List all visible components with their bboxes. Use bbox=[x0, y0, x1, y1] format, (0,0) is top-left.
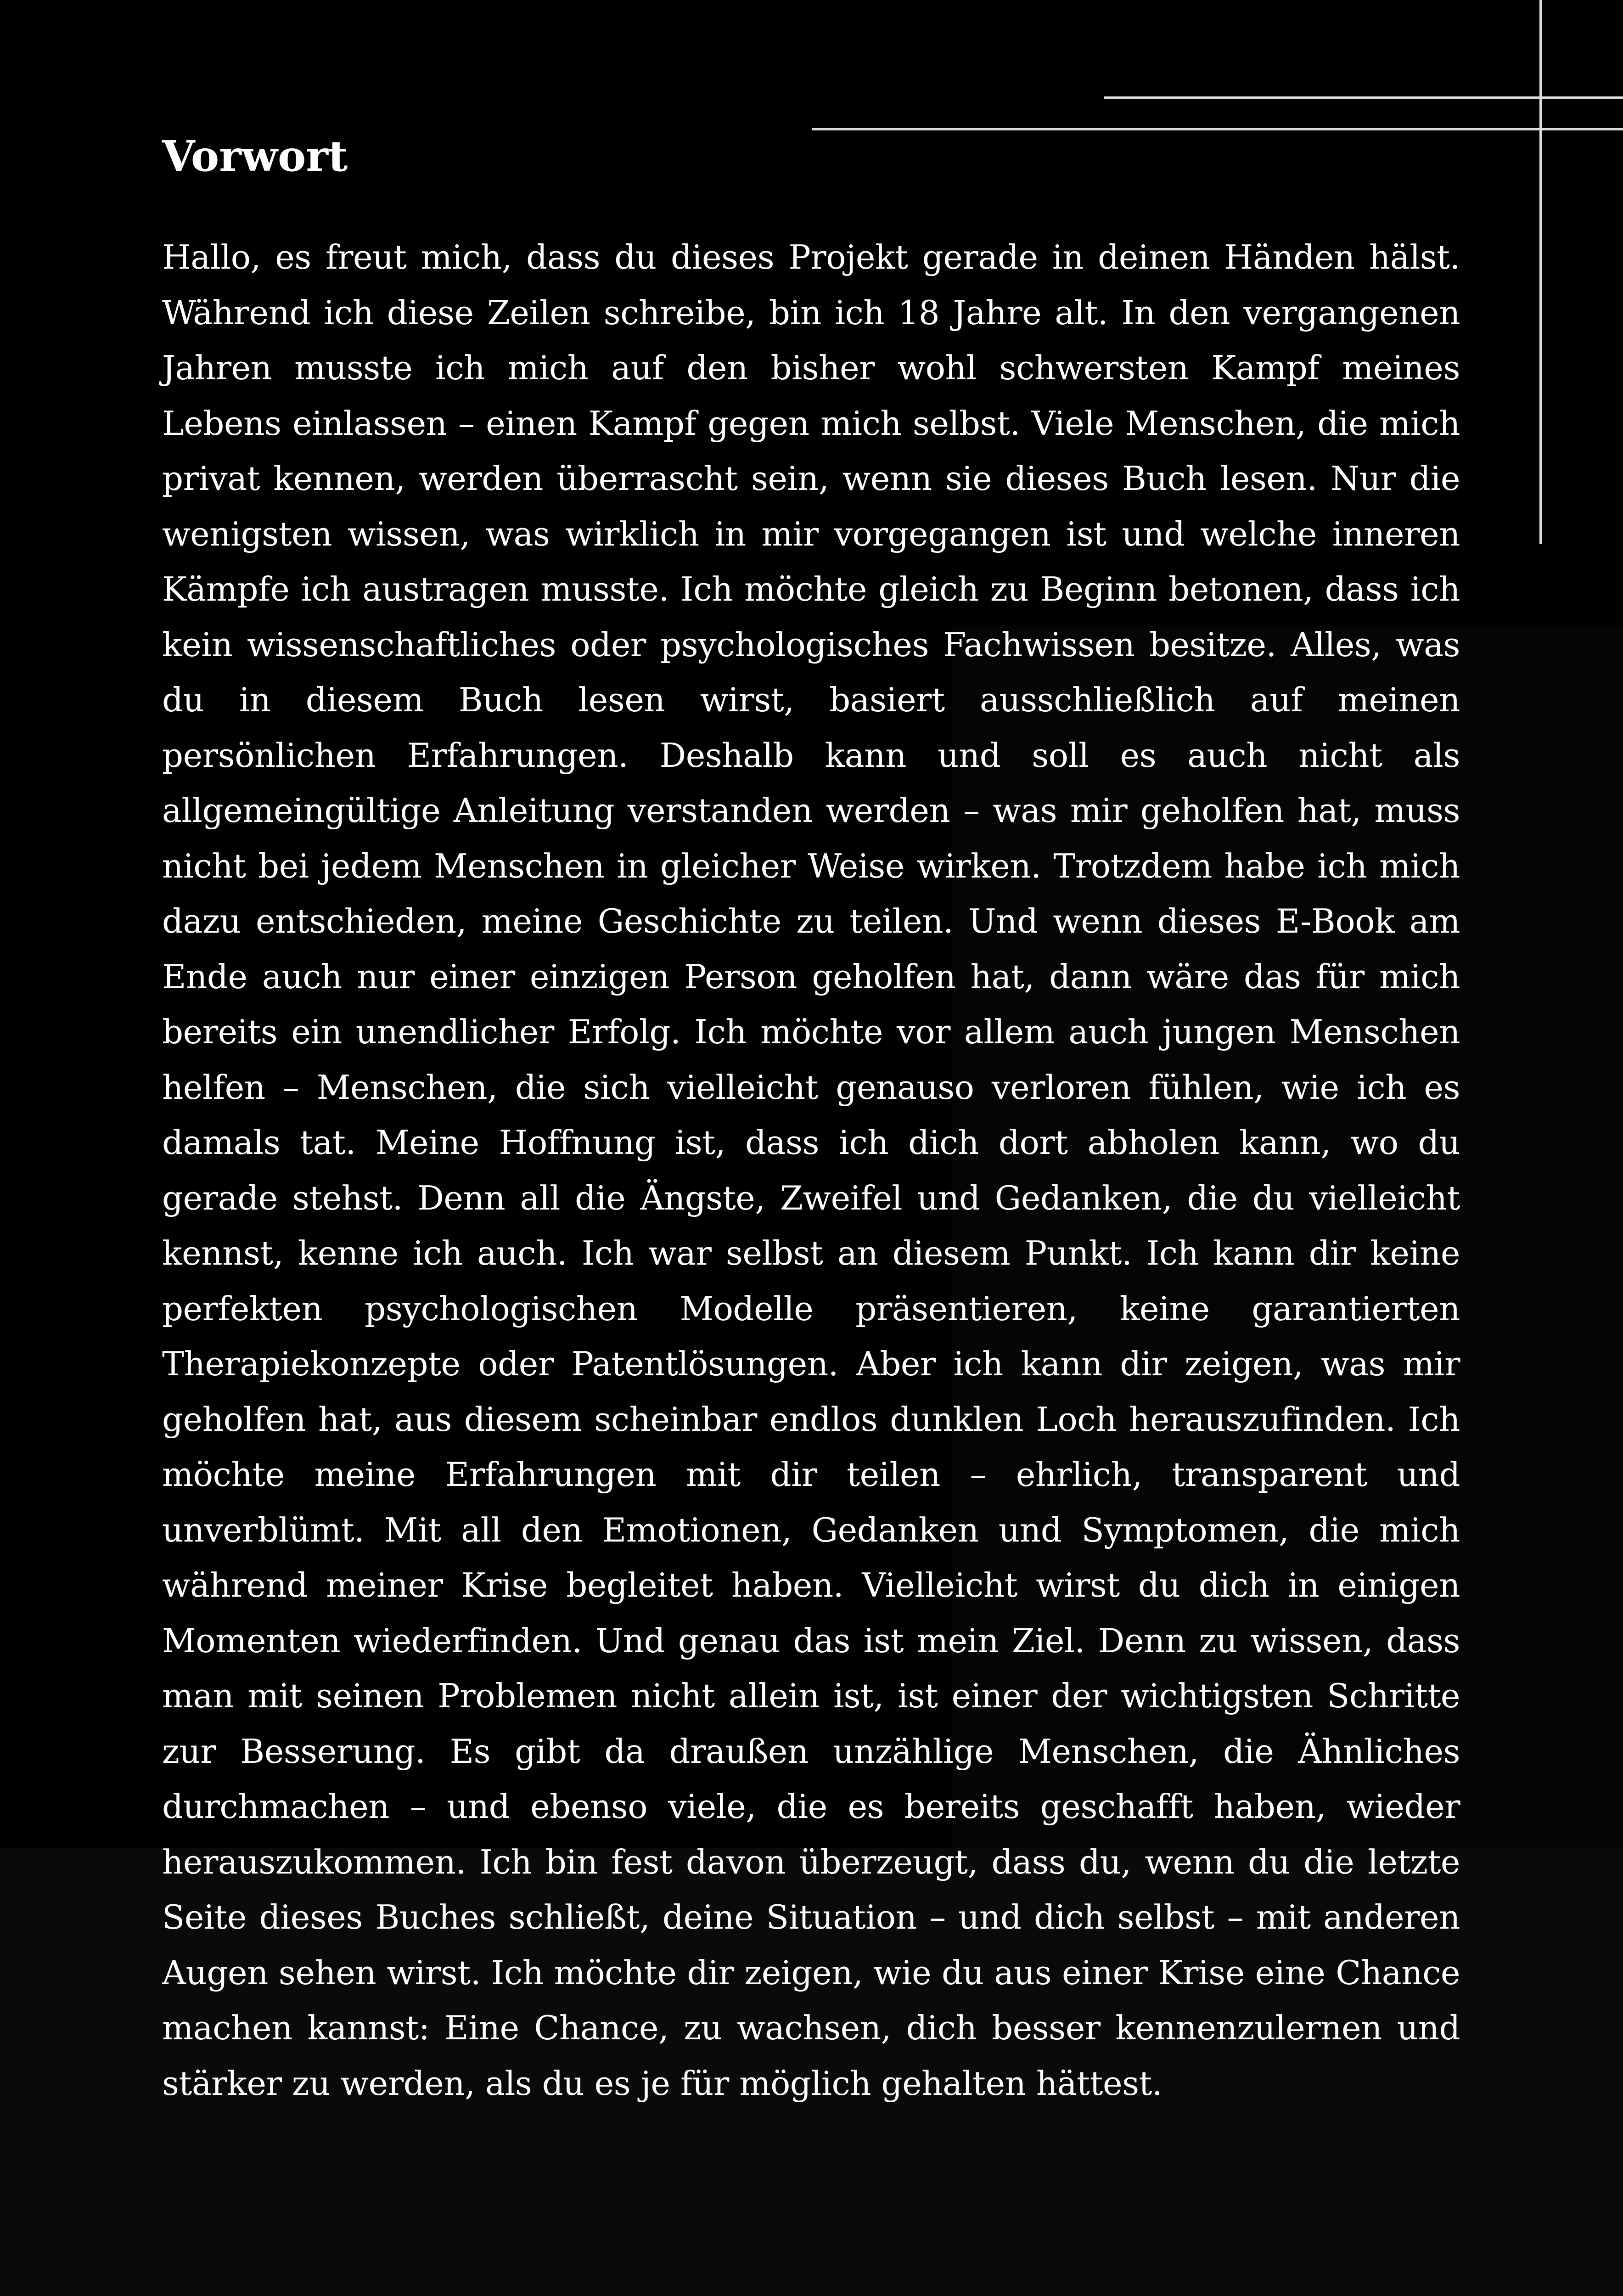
decorative-line-top bbox=[1104, 96, 1623, 99]
body-paragraph: Hallo, es freut mich, dass du dieses Projekt gerade in deinen Händen hälst. Während ich diese Zeilen schreibe, bin ich 18 Jahre alt. In den vergangenen Jahren musste ich mich auf den bisher wohl schwersten Kampf meines Lebens einlassen – einen Kampf gegen mich selbst. Viele Menschen, die mich privat kennen, werden überrascht sein, wenn sie dieses Buch lesen. Nur die wenigsten wissen, was wirklich in mir vorgegangen ist und welche inneren Kämpfe ich austragen musste. Ich möchte gleich zu Beginn betonen, dass ich kein wissenschaftliches oder psychologisches Fachwissen besitze. Alles, was du in diesem Buch lesen wirst, basiert ausschließlich auf meinen persönlichen Erfahrungen. Deshalb kann und soll es auch nicht als allgemeingültige Anleitung verstanden werden – was mir geholfen hat, muss nicht bei jedem Menschen in gleicher Weise wirken. Trotzdem habe ich mich dazu entschieden, meine Geschichte zu teilen. Und wenn dieses E-Book am Ende auch nur einer einzigen Person geholfen hat, dann wäre das für mich bereits ein unendlicher Erfolg. Ich möchte vor allem auch jungen Menschen helfen – Menschen, die sich vielleicht genauso verloren fühlen, wie ich es damals tat. Meine Hoffnung ist, dass ich dich dort abholen kann, wo du gerade stehst. Denn all die Ängste, Zweifel und Gedanken, die du vielleicht kennst, kenne ich auch. Ich war selbst an diesem Punkt. Ich kann dir keine perfekten psychologischen Modelle präsentieren, keine garantierten Therapiekonzepte oder Patentlösungen. Aber ich kann dir zeigen, was mir geholfen hat, aus diesem scheinbar endlos dunklen Loch herauszufinden. Ich möchte meine Erfahrungen mit dir teilen – ehrlich, transparent und unverblümt. Mit all den Emotionen, Gedanken und Symptomen, die mich während meiner Krise begleitet haben. Vielleicht wirst du dich in einigen Momenten wiederfinden. Und genau das ist mein Ziel. Denn zu wissen, dass man mit seinen Problemen nicht allein ist, ist einer der wichtigsten Schritte zur Besserung. Es gibt da draußen unzählige Menschen, die Ähnliches durchmachen – und ebenso viele, die es bereits geschafft haben, wieder herauszukommen. Ich bin fest davon überzeugt, dass du, wenn du die letzte Seite dieses Buches schließt, deine Situation – und dich selbst – mit anderen Augen sehen wirst. Ich möchte dir zeigen, wie du aus einer Krise eine Chance machen kannst: Eine Chance, zu wachsen, dich besser kennenzulernen und stärker zu werden, als du es je für möglich gehalten hättest. bbox=[162, 238, 1460, 2103]
decorative-line-vertical bbox=[1539, 0, 1542, 544]
page-title: Vorwort bbox=[162, 131, 348, 181]
decorative-line-header bbox=[812, 128, 1623, 130]
